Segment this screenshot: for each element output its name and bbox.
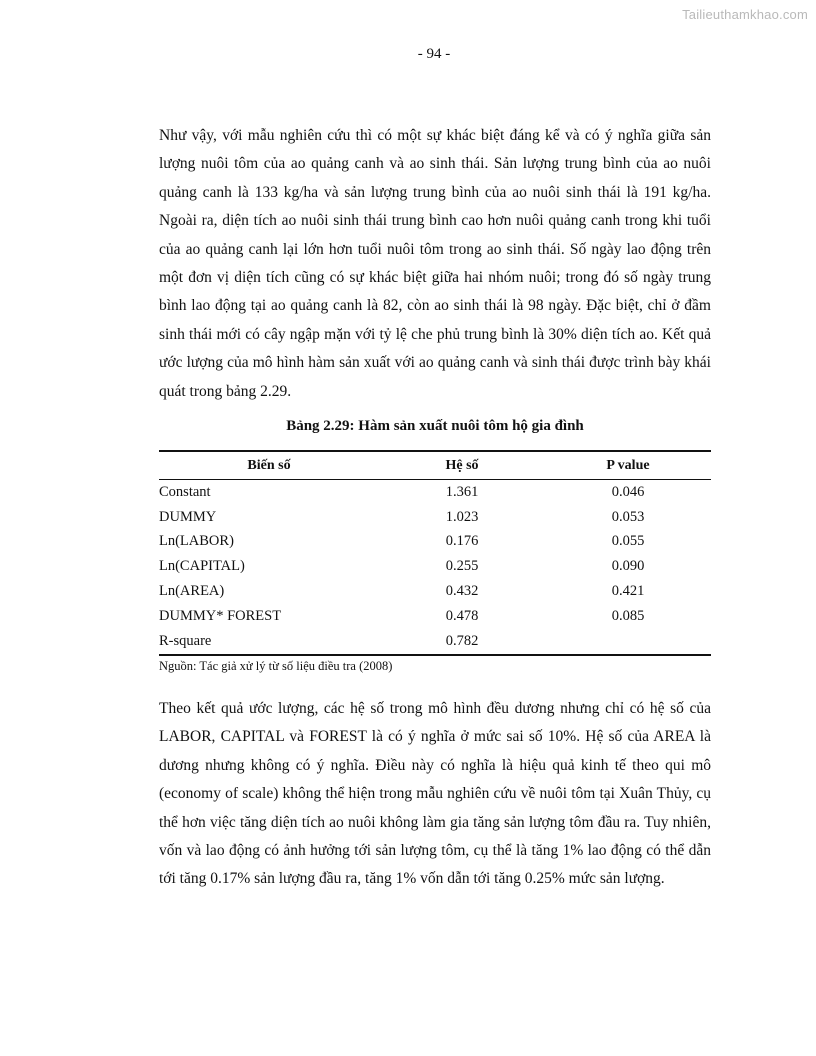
cell-p-value: 0.053 (611, 508, 645, 525)
table-source-note: Nguồn: Tác giả xử lý từ số liệu điều tra (2008) (159, 659, 393, 673)
cell-variable: R-square (159, 632, 212, 649)
cell-coefficient: 0.478 (445, 607, 479, 624)
body-paragraph-2: Theo kết quả ước lượng, các hệ số trong mô hình đều dương nhưng chỉ có hệ số của LABOR, CAPITAL và FOREST là có ý nghĩa ở mức sai số 10%. Hệ số của AREA là dương nhưng không có ý nghĩa. Điều này có nghĩa là hiệu quả kinh tế theo qui mô (economy of scale) không thể hiện trong mẫu nghiên cứu về nuôi tôm tại Xuân Thủy, cụ thể hơn việc tăng diện tích ao nuôi không làm gia tăng sản lượng tôm đầu ra. Tuy nhiên, vốn và lao động có ảnh hưởng tới sản lượng tôm, cụ thể là tăng 1% lao động có thể dẫn tới tăng 0.17% sản lượng đầu ra, tăng 1% vốn dẫn tới tăng 0.25% mức sản lượng. (159, 700, 711, 888)
cell-p-value (545, 629, 711, 655)
cell-coefficient: 0.176 (445, 533, 479, 550)
cell-variable: DUMMY (159, 508, 217, 525)
cell-p-value: 0.421 (611, 583, 645, 600)
cell-variable: Ln(CAPITAL) (159, 558, 245, 575)
header-coefficient: Hệ số (379, 451, 545, 480)
table-caption: Bảng 2.29: Hàm sản xuất nuôi tôm hộ gia đình (286, 418, 584, 434)
cell-coefficient: 1.023 (445, 508, 479, 525)
table-row (159, 579, 711, 604)
header-variable: Biến số (159, 451, 379, 480)
cell-variable: Ln(LABOR) (159, 533, 234, 550)
cell-coefficient: 0.782 (445, 632, 479, 649)
cell-coefficient: 0.255 (445, 558, 479, 575)
cell-variable: Constant (159, 483, 211, 500)
cell-variable: DUMMY* FOREST (159, 607, 282, 624)
cell-variable: Ln(AREA) (159, 583, 225, 600)
table-row (159, 480, 711, 505)
table-row (159, 604, 711, 629)
table-row (159, 505, 711, 530)
page-number: - 94 - (417, 46, 451, 62)
regression-table (159, 450, 711, 656)
table-row (159, 629, 711, 655)
cell-p-value: 0.055 (611, 533, 645, 550)
table-row (159, 530, 711, 555)
cell-p-value: 0.090 (611, 558, 645, 575)
cell-p-value: 0.085 (611, 607, 645, 624)
body-paragraph-1: Như vậy, với mẫu nghiên cứu thì có một sự khác biệt đáng kể và có ý nghĩa giữa sản lượng nuôi tôm của ao quảng canh và ao sinh thái. Sản lượng trung bình của ao nuôi quảng canh là 133 kg/ha và sản lượng trung bình của ao nuôi sinh thái là 191 kg/ha. Ngoài ra, diện tích ao nuôi sinh thái trung bình cao hơn nuôi quảng canh trong khi tuổi của ao quảng canh lại lớn hơn tuổi nuôi tôm trong ao sinh thái. Số ngày lao động trên một đơn vị diện tích cũng có sự khác biệt giữa hai nhóm nuôi; trong đó số ngày trung bình lao động tại ao quảng canh là 82, còn ao sinh thái là 98 ngày. Đặc biệt, chỉ ở đầm sinh thái mới có cây ngập mặn với tỷ lệ che phủ trung bình là 30% diện tích ao. Kết quả ước lượng của mô hình hàm sản xuất với ao quảng canh và sinh thái được trình bày khái quát trong bảng 2.29. (159, 127, 711, 400)
watermark-text: Tailieuthamkhao.com (682, 7, 808, 22)
table-header-row (159, 451, 711, 480)
cell-p-value: 0.046 (611, 483, 645, 500)
cell-coefficient: 0.432 (445, 583, 479, 600)
cell-coefficient: 1.361 (445, 483, 479, 500)
table-row (159, 554, 711, 579)
header-p-value: P value (545, 451, 711, 480)
